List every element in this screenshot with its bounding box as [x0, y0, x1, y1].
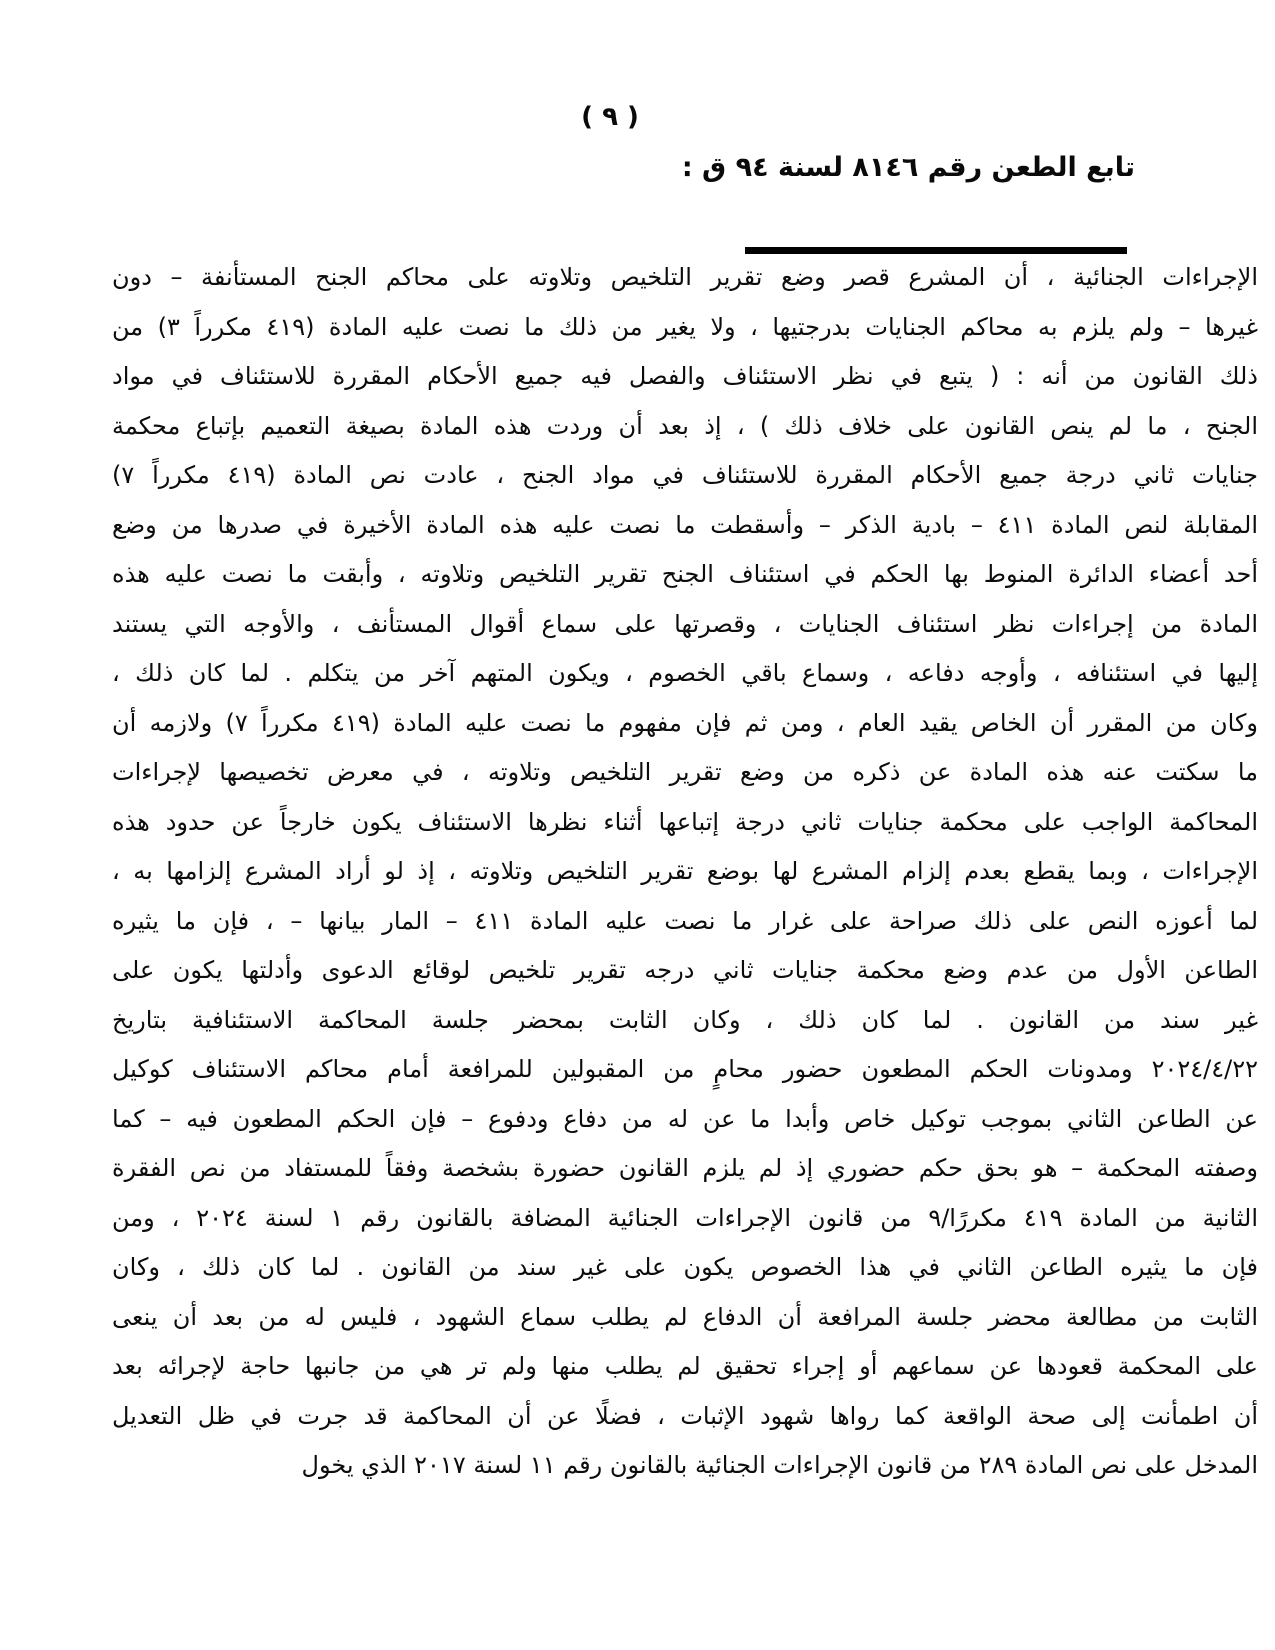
page-number: ( ٩ )	[581, 102, 639, 132]
body-line: فإن ما يثيره الطاعن الثاني في هذا الخصوص يكون على غير سند من القانون . لما كان ذلك ، وكان	[112, 1253, 1258, 1281]
body-line: غير سند من القانون . لما كان ذلك ، وكان الثابت بمحضر جلسة المحاكمة الاستئنافية بتاريخ	[112, 1005, 1258, 1034]
body-line: ٢٠٢٤/٤/٢٢ ومدونات الحكم المطعون حضور محامٍ من المقبولين للمرافعة أمام محاكم الاستئناف كوكيل	[112, 1055, 1258, 1083]
body-line: وصفته المحكمة – هو بحق حكم حضوري إذ لم يلزم القانون حضورة بشخصة وفقاً للمستفاد من نص الفقرة	[112, 1154, 1258, 1182]
body-line: ما سكتت عنه هذه المادة عن ذكره من وضع تقرير التلخيص وتلاوته ، في معرض تخصيصها لإجراءات	[112, 758, 1258, 786]
body-line: غيرها – ولم يلزم به محاكم الجنايات بدرجتيها ، ولا يغير من ذلك ما نصت عليه المادة (٤١٩ مكرراً ٣) من	[112, 312, 1258, 341]
ruling-body	[112, 253, 1258, 1491]
body-line: الثابت من مطالعة محضر جلسة المرافعة أن الدفاع لم يطلب سماع الشهود ، فليس له من بعد أن ينعى	[112, 1302, 1258, 1331]
body-line: الإجراءات الجنائية ، أن المشرع قصر وضع تقرير التلخيص وتلاوته على محاكم الجنح المستأنفة – دون	[112, 263, 1258, 291]
body-line: الثانية من المادة ٤١٩ مكررًا/٩ من قانون الإجراءات الجنائية المضافة بالقانون رقم ١ لسنة ٢٠٢٤ ، ومن	[112, 1203, 1258, 1232]
body-line: وكان من المقرر أن الخاص يقيد العام ، ومن ثم فإن مفهوم ما نصت عليه المادة (٤١٩ مكرراً ٧) ولازمه أن	[112, 708, 1258, 737]
body-line: الإجراءات ، وبما يقطع بعدم إلزام المشرع لها بوضع تقرير التلخيص وتلاوته ، إذ لو أراد المشرع إلزامها به ،	[112, 857, 1258, 885]
body-line: جنايات ثاني درجة جميع الأحكام المقررة للاستئناف في مواد الجنح ، عادت نص المادة (٤١٩ مكرراً ٧)	[112, 461, 1258, 489]
case-continuation-header: تابع الطعن رقم ٨١٤٦ لسنة ٩٤ ق :	[681, 152, 1135, 183]
body-line: أن اطمأنت إلى صحة الواقعة كما رواها شهود الإثبات ، فضلًا عن أن المحاكمة قد جرت في ظل التعديل	[112, 1401, 1258, 1430]
body-line: المقابلة لنص المادة ٤١١ – بادية الذكر – وأسقطت ما نصت عليه هذه المادة الأخيرة في صدرها من وضع	[112, 510, 1258, 539]
body-line: المادة من إجراءات نظر استئناف الجنايات ، وقصرتها على سماع أقوال المستأنف ، والأوجه التي يستند	[112, 609, 1258, 638]
body-line: الجنح ، ما لم ينص القانون على خلاف ذلك ) ، إذ بعد أن وردت هذه المادة بصيغة التعميم بإتباع محكمة	[112, 411, 1258, 440]
body-line: الطاعن الأول من عدم وضع محكمة جنايات ثاني درجه تقرير تلخيص لوقائع الدعوى وأدلتها يكون على	[112, 956, 1258, 984]
body-line: ذلك القانون من أنه : ( يتبع في نظر الاستئناف والفصل فيه جميع الأحكام المقررة للاستئناف في مواد	[112, 362, 1258, 390]
body-line: لما أعوزه النص على ذلك صراحة على غرار ما نصت عليه المادة ٤١١ – المار بيانها – ، فإن ما يثيره	[112, 906, 1258, 935]
body-line: أحد أعضاء الدائرة المنوط بها الحكم في استئناف الجنح تقرير التلخيص وتلاوته ، وأبقت ما نصت عليه هذه	[112, 560, 1258, 588]
body-line: إليها في استئنافه ، وأوجه دفاعه ، وسماع باقي الخصوم ، ويكون المتهم آخر من يتكلم . لما كان ذلك ،	[112, 659, 1258, 687]
body-line: عن الطاعن الثاني بموجب توكيل خاص وأبدا ما عن له من دفاع ودفوع – فإن الحكم المطعون فيه – كما	[112, 1104, 1258, 1133]
body-line: المحاكمة الواجب على محكمة جنايات ثاني درجة إتباعها أثناء نظرها الاستئناف يكون خارجاً عن حدود هذه	[112, 807, 1258, 836]
body-line: على المحكمة قعودها عن سماعهم أو إجراء تحقيق لم يطلب منها ولم تر هي من جانبها حاجة لإجرائه بعد	[112, 1352, 1258, 1380]
body-line: المدخل على نص المادة ٢٨٩ من قانون الإجراءات الجنائية بالقانون رقم ١١ لسنة ٢٠١٧ الذي يخول	[301, 1451, 1258, 1479]
